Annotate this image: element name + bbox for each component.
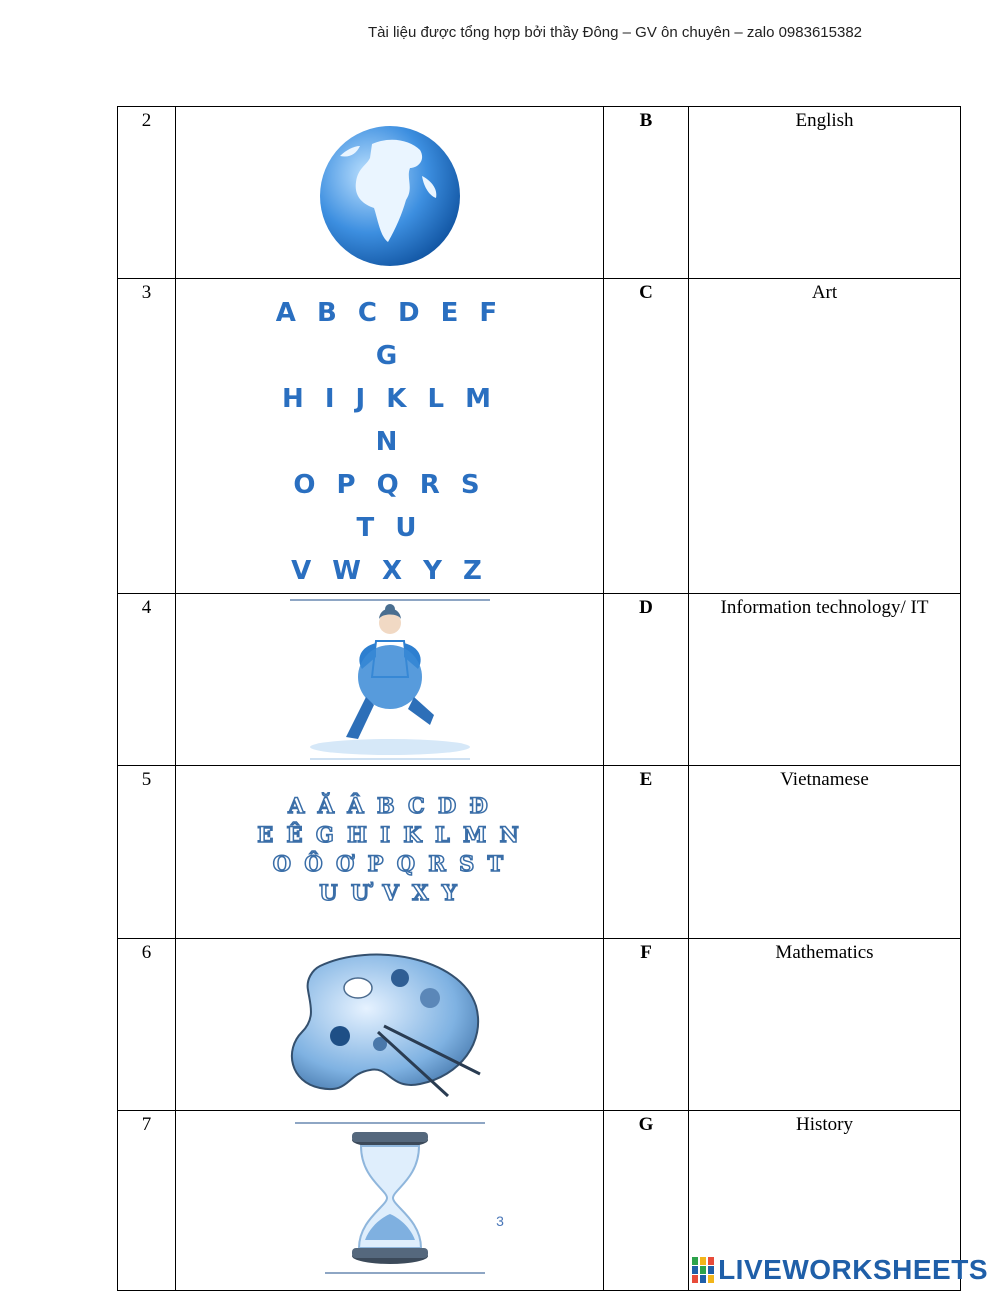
- alphabet-vietnamese-image: [250, 791, 530, 907]
- hourglass-icon: [295, 1120, 485, 1280]
- page-header: Tài liệu được tổng hợp bởi thầy Đông – GV ôn chuyên – zalo 0983615382: [367, 24, 863, 41]
- paint-palette-icon: [280, 946, 500, 1106]
- alphabet-line: U Ư V X Y: [319, 880, 460, 905]
- picture-cell: [176, 594, 604, 766]
- subject-label: English: [689, 107, 961, 279]
- liveworksheets-logo[interactable]: [692, 1254, 988, 1286]
- alphabet-line: O P Q R S T U: [293, 470, 486, 543]
- answer-letter: B: [604, 107, 689, 279]
- alphabet-line: A Ă Â B C D Đ: [288, 793, 491, 818]
- alphabet-line: O Ô Ơ P Q R S T: [272, 851, 507, 876]
- table-row: [118, 107, 961, 279]
- subject-label: Information technology/ IT: [689, 594, 961, 766]
- row-number: 3: [118, 279, 176, 594]
- page-number: 3: [496, 1213, 504, 1229]
- alphabet-line: A B C D E F G: [275, 298, 504, 371]
- picture-cell: [176, 1111, 604, 1291]
- table-row: [118, 766, 961, 939]
- answer-letter: E: [604, 766, 689, 939]
- matching-table: [117, 106, 961, 1291]
- subject-label: Art: [689, 279, 961, 594]
- row-number: 4: [118, 594, 176, 766]
- liveworksheets-logo-icon: [692, 1257, 714, 1283]
- picture-cell: [176, 107, 604, 279]
- subject-label: History: [689, 1111, 961, 1291]
- row-number: 7: [118, 1111, 176, 1291]
- answer-letter: D: [604, 594, 689, 766]
- picture-cell: [176, 939, 604, 1111]
- row-number: 5: [118, 766, 176, 939]
- table-row: [118, 594, 961, 766]
- alphabet-line: V W X Y Z: [291, 556, 488, 586]
- yoga-person-image: [290, 597, 490, 763]
- table-row: [118, 939, 961, 1111]
- subject-label: Vietnamese: [689, 766, 961, 939]
- alphabet-line: H I J K L M N: [282, 384, 497, 457]
- answer-letter: G: [604, 1111, 689, 1291]
- picture-cell: [176, 766, 604, 939]
- table-row: [118, 279, 961, 594]
- subject-label: Mathematics: [689, 939, 961, 1111]
- brand-name: LIVEWORKSHEETS: [718, 1254, 988, 1285]
- globe-icon: [310, 116, 470, 276]
- row-number: 6: [118, 939, 176, 1111]
- answer-letter: C: [604, 279, 689, 594]
- row-number: 2: [118, 107, 176, 279]
- answer-letter: F: [604, 939, 689, 1111]
- picture-cell: [176, 279, 604, 594]
- alphabet-line: E Ê G H I K L M N: [257, 822, 522, 847]
- alphabet-english-image: [275, 292, 505, 593]
